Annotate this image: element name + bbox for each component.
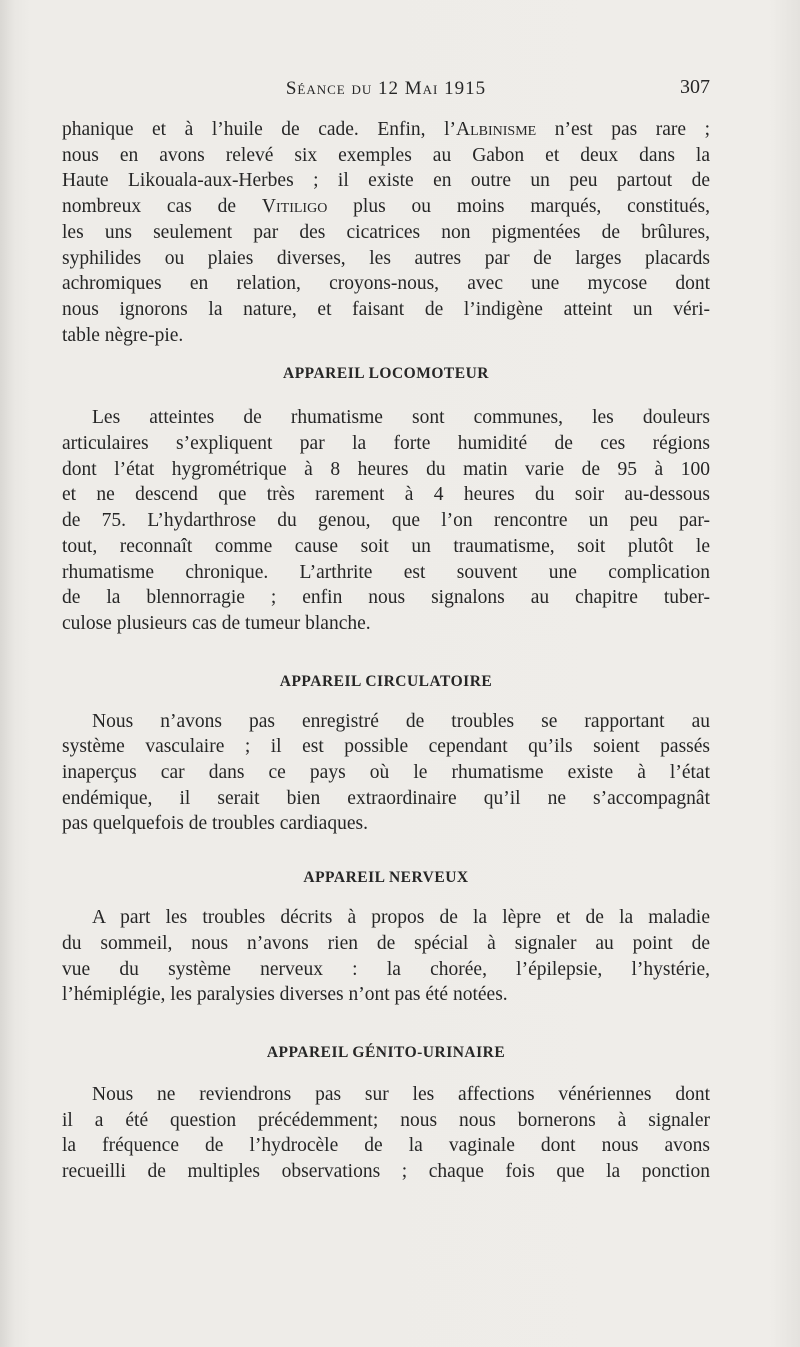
text-line: l’hémiplégie, les paralysies diverses n’ont pas été notées. bbox=[62, 984, 508, 1006]
text-line: il a été question précédemment; nous nous bornerons à signaler bbox=[62, 1109, 710, 1131]
section-heading-genito-urinaire: APPAREIL GÉNITO-URINAIRE bbox=[266, 1043, 506, 1061]
paragraph-nerveux bbox=[62, 905, 710, 1008]
text-line: tout, reconnaît comme cause soit un traumatisme, soit plutôt le bbox=[62, 535, 710, 557]
text-line: et ne descend que très rarement à 4 heures du soir au-dessous bbox=[62, 484, 710, 506]
text-line: Haute Likouala-aux-Herbes ; il existe en outre un peu partout de bbox=[62, 170, 710, 192]
text-line: endémique, il serait bien extraordinaire qu’il ne s’accompagnât bbox=[62, 787, 710, 809]
text-line: achromiques en relation, croyons-nous, avec une mycose dont bbox=[62, 273, 710, 295]
text-line: A part les troubles décrits à propos de la lèpre et de la maladie bbox=[92, 907, 710, 929]
paragraph-albinisme bbox=[62, 117, 710, 348]
page-number: 307 bbox=[680, 76, 710, 98]
text-line: de 75. L’hydarthrose du genou, que l’on rencontre un peu par- bbox=[62, 510, 710, 532]
text-span: nombreux cas de bbox=[62, 196, 262, 218]
text-line: recueilli de multiples observations ; chaque fois que la ponction bbox=[62, 1161, 710, 1183]
text-line: table nègre-pie. bbox=[62, 324, 184, 346]
text-line: rhumatisme chronique. L’arthrite est souvent une complication bbox=[62, 561, 710, 583]
term-albinisme: Albinisme bbox=[456, 119, 537, 140]
text-line: articulaires s’expliquent par la forte humidité de ces régions bbox=[62, 433, 710, 455]
text-line: Nous ne reviendrons pas sur les affections vénériennes dont bbox=[92, 1083, 710, 1105]
text-line: vue du système nerveux : la chorée, l’épilepsie, l’hystérie, bbox=[62, 958, 710, 980]
text-line: de la blennorragie ; enfin nous signalons au chapitre tuber- bbox=[62, 587, 710, 609]
text-line: pas quelquefois de troubles cardiaques. bbox=[62, 813, 368, 835]
paragraph-locomoteur bbox=[62, 405, 710, 636]
text-line: du sommeil, nous n’avons rien de spécial à signaler au point de bbox=[62, 932, 710, 954]
text-line: Nous n’avons pas enregistré de troubles se rapportant au bbox=[92, 710, 710, 732]
text-line bbox=[62, 194, 710, 220]
section-heading-locomoteur: APPAREIL LOCOMOTEUR bbox=[283, 365, 489, 383]
text-line: les uns seulement par des cicatrices non pigmentées de brûlures, bbox=[62, 221, 710, 243]
text-line: système vasculaire ; il est possible cependant qu’ils soient passés bbox=[62, 736, 710, 758]
term-vitiligo: Vitiligo bbox=[261, 196, 328, 218]
text-line: syphilides ou plaies diverses, les autres par de larges placards bbox=[62, 247, 710, 269]
text-line bbox=[62, 117, 710, 143]
page-body bbox=[62, 117, 710, 1185]
text-line: Les atteintes de rhumatisme sont communes, les douleurs bbox=[92, 407, 710, 429]
text-line: dont l’état hygrométrique à 8 heures du matin varie de 95 à 100 bbox=[62, 458, 710, 480]
paragraph-genito-urinaire bbox=[62, 1082, 710, 1185]
section-heading-circulatoire: APPAREIL CIRCULATOIRE bbox=[279, 672, 493, 690]
page-header bbox=[62, 74, 710, 104]
text-span: plus ou moins marqués, constitués, bbox=[327, 196, 711, 218]
text-line: nous en avons relevé six exemples au Gabon et deux dans la bbox=[62, 144, 710, 166]
text-line: la fréquence de l’hydrocèle de la vaginale dont nous avons bbox=[62, 1135, 710, 1157]
text-line: culose plusieurs cas de tumeur blanche. bbox=[62, 612, 371, 634]
text-span: n’est pas rare ; bbox=[536, 119, 710, 140]
text-line: inaperçus car dans ce pays où le rhumatisme existe à l’état bbox=[62, 762, 710, 784]
text-line: nous ignorons la nature, et faisant de l’indigène atteint un véri- bbox=[62, 298, 710, 320]
section-heading-nerveux: APPAREIL NERVEUX bbox=[303, 869, 469, 887]
paragraph-circulatoire bbox=[62, 709, 710, 838]
text-span: phanique et à l’huile de cade. Enfin, l’ bbox=[62, 119, 456, 140]
running-head: Séance du 12 Mai 1915 bbox=[285, 78, 487, 99]
